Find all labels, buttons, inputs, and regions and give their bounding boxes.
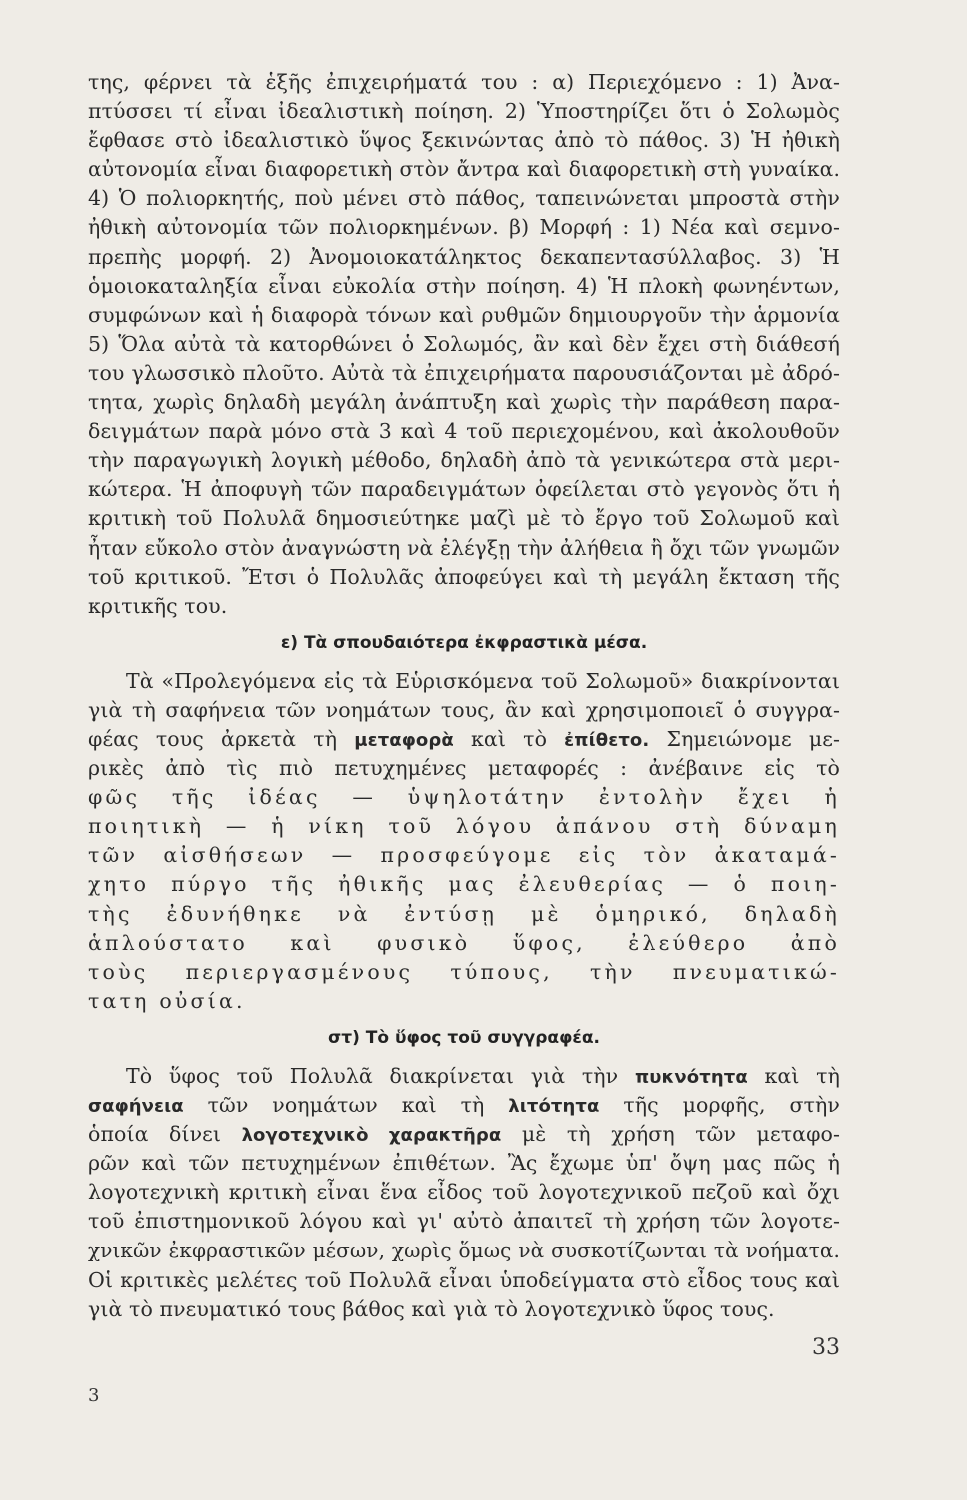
text-line: τὴν παραγωγικὴ λογικὴ μέθοδο, δηλαδὴ ἀπὸ τὰ γενικώτερα στὰ μερι-	[88, 448, 840, 473]
signature-mark: 3	[88, 1385, 100, 1406]
section-heading-st: στ) Τὸ ὕφος τοῦ συγγραφέα.	[328, 1027, 600, 1048]
text-line: τοῦ κριτικοῦ. Ἔτσι ὁ Πολυλᾶς ἀποφεύγει καὶ τὴ μεγάλη ἔκταση τῆς	[88, 564, 840, 589]
text-line	[88, 725, 840, 754]
page-number: 33	[812, 1335, 840, 1360]
text-line: χητο πύργο τῆς ἠθικῆς μας ἐλευθερίας — ὁ ποιη-	[88, 872, 840, 897]
text-line: τὴς ἐδυνήθηκε νὰ ἐντύσῃ μὲ ὁμηρικό, δηλαδὴ	[88, 901, 840, 926]
text-run: μὲ τὴ χρήση τῶν μεταφο-	[501, 1122, 841, 1147]
text-line: τῶν αἰσθήσεων — προσφεύγομε εἰς τὸν ἀκαταμά-	[88, 843, 840, 868]
text-line: ἔφθασε στὸ ἰδεαλιστικὸ ὕψος ξεκινώντας ἀπὸ τὸ πάθος. 3) Ἡ ἠθικὴ	[88, 128, 840, 153]
text-line: φῶς τῆς ἰδέας — ὑψηλοτάτην ἐντολὴν ἔχει ἡ	[88, 785, 840, 810]
bold-term: πυκνότητα	[634, 1066, 748, 1088]
text-line: πρεπὴς μορφή. 2) Ἀνομοιοκατάληκτος δεκαπεντασύλλαβος. 3) Ἡ	[88, 244, 840, 269]
text-line: τοὺς περιεργασμένους τύπους, τὴν πνευματικώ-	[88, 959, 840, 984]
text-line: κώτερα. Ἡ ἀποφυγὴ τῶν παραδειγμάτων ὀφείλεται στὸ γεγονὸς ὅτι ἡ	[88, 477, 840, 502]
text-line: τητα, χωρὶς δηλαδὴ μεγάλη ἀνάπτυξη καὶ χωρὶς τὴν παράθεση παρα-	[88, 390, 840, 415]
text-line: ποιητικὴ — ἡ νίκη τοῦ λόγου ἀπάνου στὴ δύναμη	[88, 814, 840, 839]
text-line: κριτικῆς του.	[88, 593, 228, 618]
text-run: Σημειώνομε με-	[649, 726, 841, 751]
text-line: λογοτεχνικὴ κριτικὴ εἶναι ἕνα εἶδος τοῦ λογοτεχνικοῦ πεζοῦ καὶ ὄχι	[88, 1180, 840, 1205]
text-line: γιὰ τὴ σαφήνεια τῶν νοημάτων τους, ἂν καὶ χρησιμοποιεῖ ὁ συγγρα-	[88, 697, 840, 722]
text-line: ἦταν εὔκολο στὸν ἀναγνώστη νὰ ἐλέγξῃ τὴν ἀλήθεια ἢ ὄχι τῶν γνωμῶν	[88, 535, 840, 560]
text-line: 4) Ὁ πολιορκητής, ποὺ μένει στὸ πάθος, ταπεινώνεται μπροστὰ στὴν	[88, 186, 840, 211]
text-line: δειγμάτων παρὰ μόνο στὰ 3 καὶ 4 τοῦ περιεχομένου, καὶ ἀκολουθοῦν	[88, 419, 840, 444]
text-run: τῶν νοημάτων καὶ τὴ	[183, 1093, 509, 1117]
text-run: καὶ τὸ	[453, 726, 565, 751]
text-line: 5) Ὅλα αὐτὰ τὰ κατορθώνει ὁ Σολωμός, ἂν καὶ δὲν ἔχει στὴ διάθεσή	[88, 331, 840, 356]
text-line: τατη οὐσία.	[88, 988, 246, 1013]
text-line	[88, 1091, 840, 1120]
bold-term: ἐπίθετο.	[564, 729, 650, 751]
text-line: Οἱ κριτικὲς μελέτες τοῦ Πολυλᾶ εἶναι ὑποδείγματα στὸ εἶδος τους καὶ	[88, 1267, 840, 1292]
text-line: Τὰ «Προλεγόμενα εἰς τὰ Εὑρισκόμενα τοῦ Σολωμοῦ» διακρίνονται	[126, 668, 840, 693]
section-heading-e: ε) Τὰ σπουδαιότερα ἐκφραστικὰ μέσα.	[280, 632, 648, 653]
text-run: φέας τους ἀρκετὰ τὴ	[88, 726, 355, 751]
text-line: ρικὲς ἀπὸ τὶς πιὸ πετυχημένες μεταφορές : ἀνέβαινε εἰς τὸ	[88, 756, 840, 781]
text-run: καὶ τὴ	[747, 1063, 840, 1088]
bold-term: σαφήνεια	[88, 1096, 184, 1117]
text-line: ὁμοιοκαταληξία εἶναι εὐκολία στὴν ποίηση. 4) Ἡ πλοκὴ φωνηέντων,	[88, 273, 840, 298]
page-text	[88, 68, 840, 1324]
bold-term: λογοτεχνικὸ χαρακτῆρα	[241, 1125, 502, 1147]
text-line: τοῦ ἐπιστημονικοῦ λόγου καὶ γι' αὐτὸ ἀπαιτεῖ τὴ χρήση τῶν λογοτε-	[88, 1209, 840, 1234]
text-line	[88, 1062, 840, 1091]
text-run: τῆς μορφῆς, στὴν	[599, 1093, 840, 1117]
text-run: Τὸ ὕφος τοῦ Πολυλᾶ διακρίνεται γιὰ τὴν	[126, 1063, 635, 1088]
text-line: γιὰ τὸ πνευματικό τους βάθος καὶ γιὰ τὸ λογοτεχνικὸ ὕφος τους.	[88, 1296, 775, 1321]
text-line: πτύσσει τί εἶναι ἰδεαλιστικὴ ποίηση. 2) Ὑποστηρίζει ὅτι ὁ Σολωμὸς	[88, 99, 840, 124]
text-line: κριτικὴ τοῦ Πολυλᾶ δημοσιεύτηκε μαζὶ μὲ τὸ ἔργο τοῦ Σολωμοῦ καὶ	[88, 506, 840, 531]
text-line	[88, 1120, 840, 1149]
text-line: ἁπλούστατο καὶ φυσικὸ ὕφος, ἐλεύθερο ἀπὸ	[88, 930, 840, 955]
text-line: ρῶν καὶ τῶν πετυχημένων ἐπιθέτων. Ἂς ἔχωμε ὑπ' ὄψη μας πῶς ἡ	[88, 1151, 840, 1176]
text-line: αὐτονομία εἶναι διαφορετικὴ στὸν ἄντρα καὶ διαφορετικὴ στὴ γυναίκα.	[88, 157, 840, 182]
text-line: χνικῶν ἐκφραστικῶν μέσων, χωρὶς ὅμως νὰ συσκοτίζωνται τὰ νοήματα.	[88, 1238, 840, 1263]
text-run: ὁποία δίνει	[88, 1122, 242, 1147]
text-line: της, φέρνει τὰ ἑξῆς ἐπιχειρήματά του : α) Περιεχόμενο : 1) Ἀνα-	[88, 70, 840, 94]
text-line: συμφώνων καὶ ἡ διαφορὰ τόνων καὶ ρυθμῶν δημιουργοῦν τὴν ἁρμονία	[88, 302, 840, 327]
text-line: του γλωσσικὸ πλοῦτο. Αὐτὰ τὰ ἐπιχειρήματα παρουσιάζονται μὲ ἀδρό-	[88, 360, 840, 385]
bold-term: μεταφορὰ	[354, 729, 454, 751]
bold-term: λιτότητα	[508, 1096, 600, 1117]
text-line: ἠθικὴ αὐτονομία τῶν πολιορκημένων. β) Μορφή : 1) Νέα καὶ σεμνο-	[88, 215, 840, 240]
